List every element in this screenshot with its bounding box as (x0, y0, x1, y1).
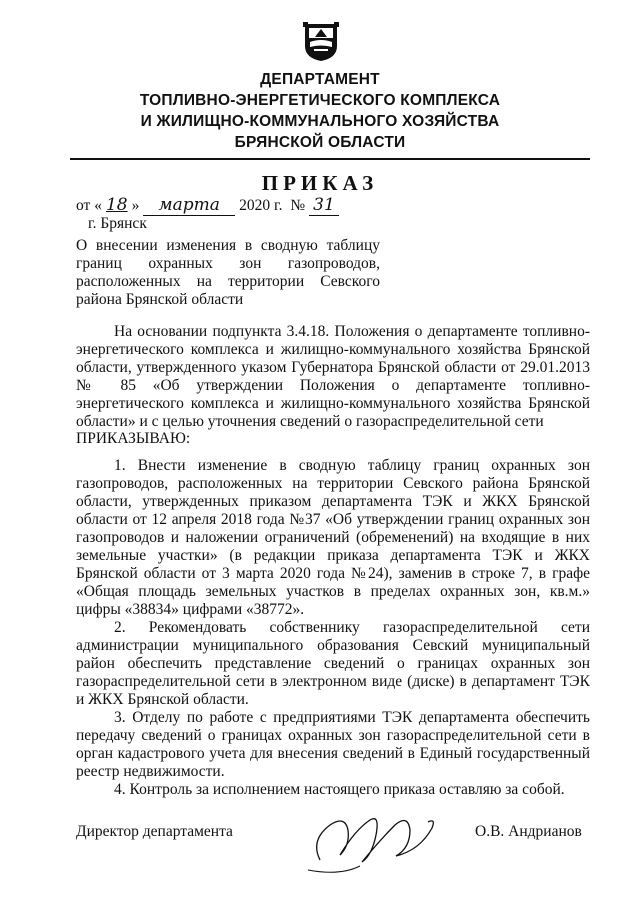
header-line-housing: И ЖИЛИЩНО-КОММУНАЛЬНОГО ХОЗЯЙСТВА (140, 113, 500, 130)
order-subject: О внесении изменения в сводную таблицу границ охранных зон газопроводов, расположенных на территории Севского района Брянской области (76, 237, 380, 308)
order-item-2: 2. Рекомендовать собственнику газораспределительной сети администрации муниципального образования Севский муниципальный район обеспечить представление сведений о границах охранных зон газораспределительной сети в электронном виде (диске) в департамент ТЭК и ЖКХ Брянской области. (76, 619, 590, 708)
preamble-block (76, 323, 590, 431)
header-line-region: БРЯНСКОЙ ОБЛАСТИ (234, 134, 406, 151)
header-line-department: ДЕПАРТАМЕНТ (260, 71, 380, 88)
signatory-name: О.В. Андрианов (475, 823, 582, 840)
handwritten-number: 31 (309, 195, 339, 216)
decree-word: ПРИКАЗЫВАЮ: (76, 430, 191, 447)
handwritten-day: 18 (105, 195, 128, 215)
handwritten-month: марта (143, 195, 235, 216)
number-label: № (290, 197, 306, 214)
date-prefix: от « (76, 197, 102, 214)
handwritten-signature (300, 800, 450, 880)
order-city: г. Брянск (88, 215, 147, 232)
signatory-position: Директор департамента (76, 823, 233, 840)
order-items (76, 457, 590, 799)
header-divider (70, 158, 590, 160)
coat-of-arms-emblem (303, 22, 339, 62)
order-item-3: 3. Отделу по работе с предприятиями ТЭК департамента обеспечить передачу сведений о границах охранных зон газораспределительной сети в орган кадастрового учета для внесения сведений в Единый государственный реестр недвижимости. (76, 709, 590, 780)
date-year: 2020 г. (239, 197, 283, 214)
preamble-text: На основании подпункта 3.4.18. Положения о департаменте топливно-энергетического комплекса и жилищно-коммунального хозяйства Брянской области, утвержденного указом Губернатора Брянской области от 29.01.2013 № 85 «Об утверждении Положения о департаменте топливно-энергетического комплекса и жилищно-коммунального хозяйства Брянской области» и с целью уточнения сведений о газораспределительной сети (76, 323, 590, 430)
order-date-line (76, 195, 339, 216)
header-line-fuel-energy: ТОПЛИВНО-ЭНЕРГЕТИЧЕСКОГО КОМПЛЕКСА (139, 92, 501, 109)
order-item-4: 4. Контроль за исполнением настоящего приказа оставляю за собой. (114, 781, 565, 798)
date-close-quote: » (131, 197, 140, 214)
order-item-1: 1. Внести изменение в сводную таблицу границ охранных зон газопроводов, расположенных на территории Севского района Брянской области, утвержденных приказом департамента ТЭК и ЖКХ Брянской области от 12 апреля 2018 года №37 «Об утверждении границ охранных зон газопроводов и наложении ограничений (обременений) на входящие в них земельные участки» (в редакции приказа департамента ТЭК и ЖКХ Брянской области от 3 марта 2020 года №24), заменив в строке 7, в графе «Общая площадь земельных участков в пределах охранных зон, кв.м.» цифры «38834» цифрами «38772». (76, 457, 590, 618)
order-title: ПРИКАЗ (261, 171, 379, 195)
